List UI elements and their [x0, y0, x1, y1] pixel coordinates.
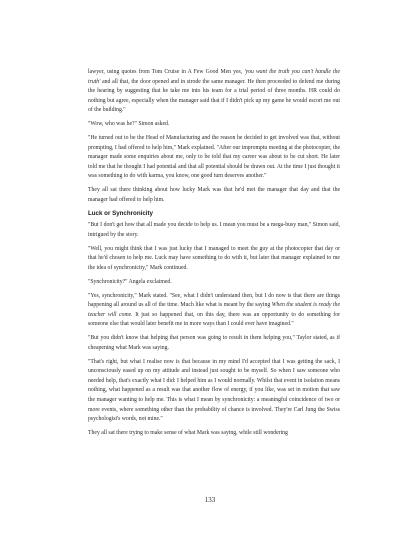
text-run: "Yes, synchronicity," Mark stated. "See, what I didn't understand then, but I do now is that there are things happening all around us all of the time. Much like what is meant by the saying	[88, 292, 340, 309]
paragraph	[88, 334, 340, 353]
paragraph	[88, 134, 340, 182]
text-run: "That's right, but what I realise now is that because in my mind I'd accepted that I was getting the sack, I unconsciously eased up on my attitude and instead just sought to be myself. So when I saw someone who needed help, that's exactly what I did: I helped him as I would normally. Whilst that event in isolation means nothing, what happened as a result was that another flow of energy, if you like, was set in motion that saw the manager wanting to help me. This is what I mean by synchronicity: a meaningful coincidence of two or more events, where something other than the probability of chance is involved. They're Carl Jung the Swiss psychologist's words, not mine."	[88, 358, 340, 423]
paragraph	[88, 245, 340, 274]
paragraph	[88, 221, 340, 240]
section-heading: Luck or Synchronicity	[88, 210, 153, 218]
paragraph	[88, 292, 340, 330]
page-body	[88, 68, 340, 443]
text-run: lawyer, using quotes from Tom Cruise in A Few Good Men yes,	[88, 69, 245, 75]
paragraph-group-top	[88, 68, 340, 205]
paragraph	[88, 278, 340, 288]
text-run: "But you didn't know that helping that person was going to result in them helping you," Taylor stated, as if cheapening what Mark was saying.	[88, 335, 340, 351]
paragraph	[88, 358, 340, 425]
text-run: "But I don't get how that all made you decide to help us. I mean you must be a mega-busy man," Simon said, intrigued by the story.	[88, 222, 340, 239]
paragraph-group-bottom	[88, 221, 340, 438]
paragraph	[88, 68, 340, 116]
text-run: "Well, you might think that I was just lucky that I managed to meet the guy at the photocopier that day or that he'd chosen to help me. Luck may have something to do with it, but later that manager explained to me the idea of synchronicity," Mark continued.	[88, 245, 340, 272]
text-run: They all sat there thinking about how lucky Mark was that he'd met the manager that day and that the manager had offered to help him.	[88, 187, 340, 203]
italic-text: 'you want the truth you can't handle the truth'	[88, 69, 340, 85]
italic-text: When the student is ready the teacher will come	[88, 302, 341, 318]
paragraph	[88, 120, 340, 130]
paragraph	[88, 429, 340, 439]
text-run: "Wow, who was he?" Simon asked.	[88, 121, 170, 128]
text-run: "He turned out to be the Head of Manufacturing and the reason he decided to get involved was that, without prompting, I had offered to help him," Mark explained. "After our impromptu meeting at the photocopier, the manager made some enquiries about me, only to be told that my career was about to be cut short. He later told me that he thought I had potential and that all potential should be drawn out. At the time I just thought it was something to do with karma, you know, one good turn deserves another."	[88, 134, 340, 180]
text-run: "Synchronicity?" Angela exclaimed.	[88, 278, 172, 285]
text-run: They all sat there trying to make sense of what Mark was saying, while still wondering	[88, 429, 288, 436]
paragraph	[88, 186, 340, 205]
text-run: and all that, the door opened and in strode the same manager. He then proceeded to defend me during the hearing by suggesting that he take me into his team for a trial period of three months. HR could do nothing but agree, especially when the manager said that if I didn't pick up my game he would escort me out of the building."	[88, 78, 340, 114]
page-number: 133	[204, 496, 216, 504]
text-run: . It just so happened that, on this day, there was an opportunity to do something for someone else that would later benefit me in more ways than I could ever have imagined."	[88, 311, 340, 328]
